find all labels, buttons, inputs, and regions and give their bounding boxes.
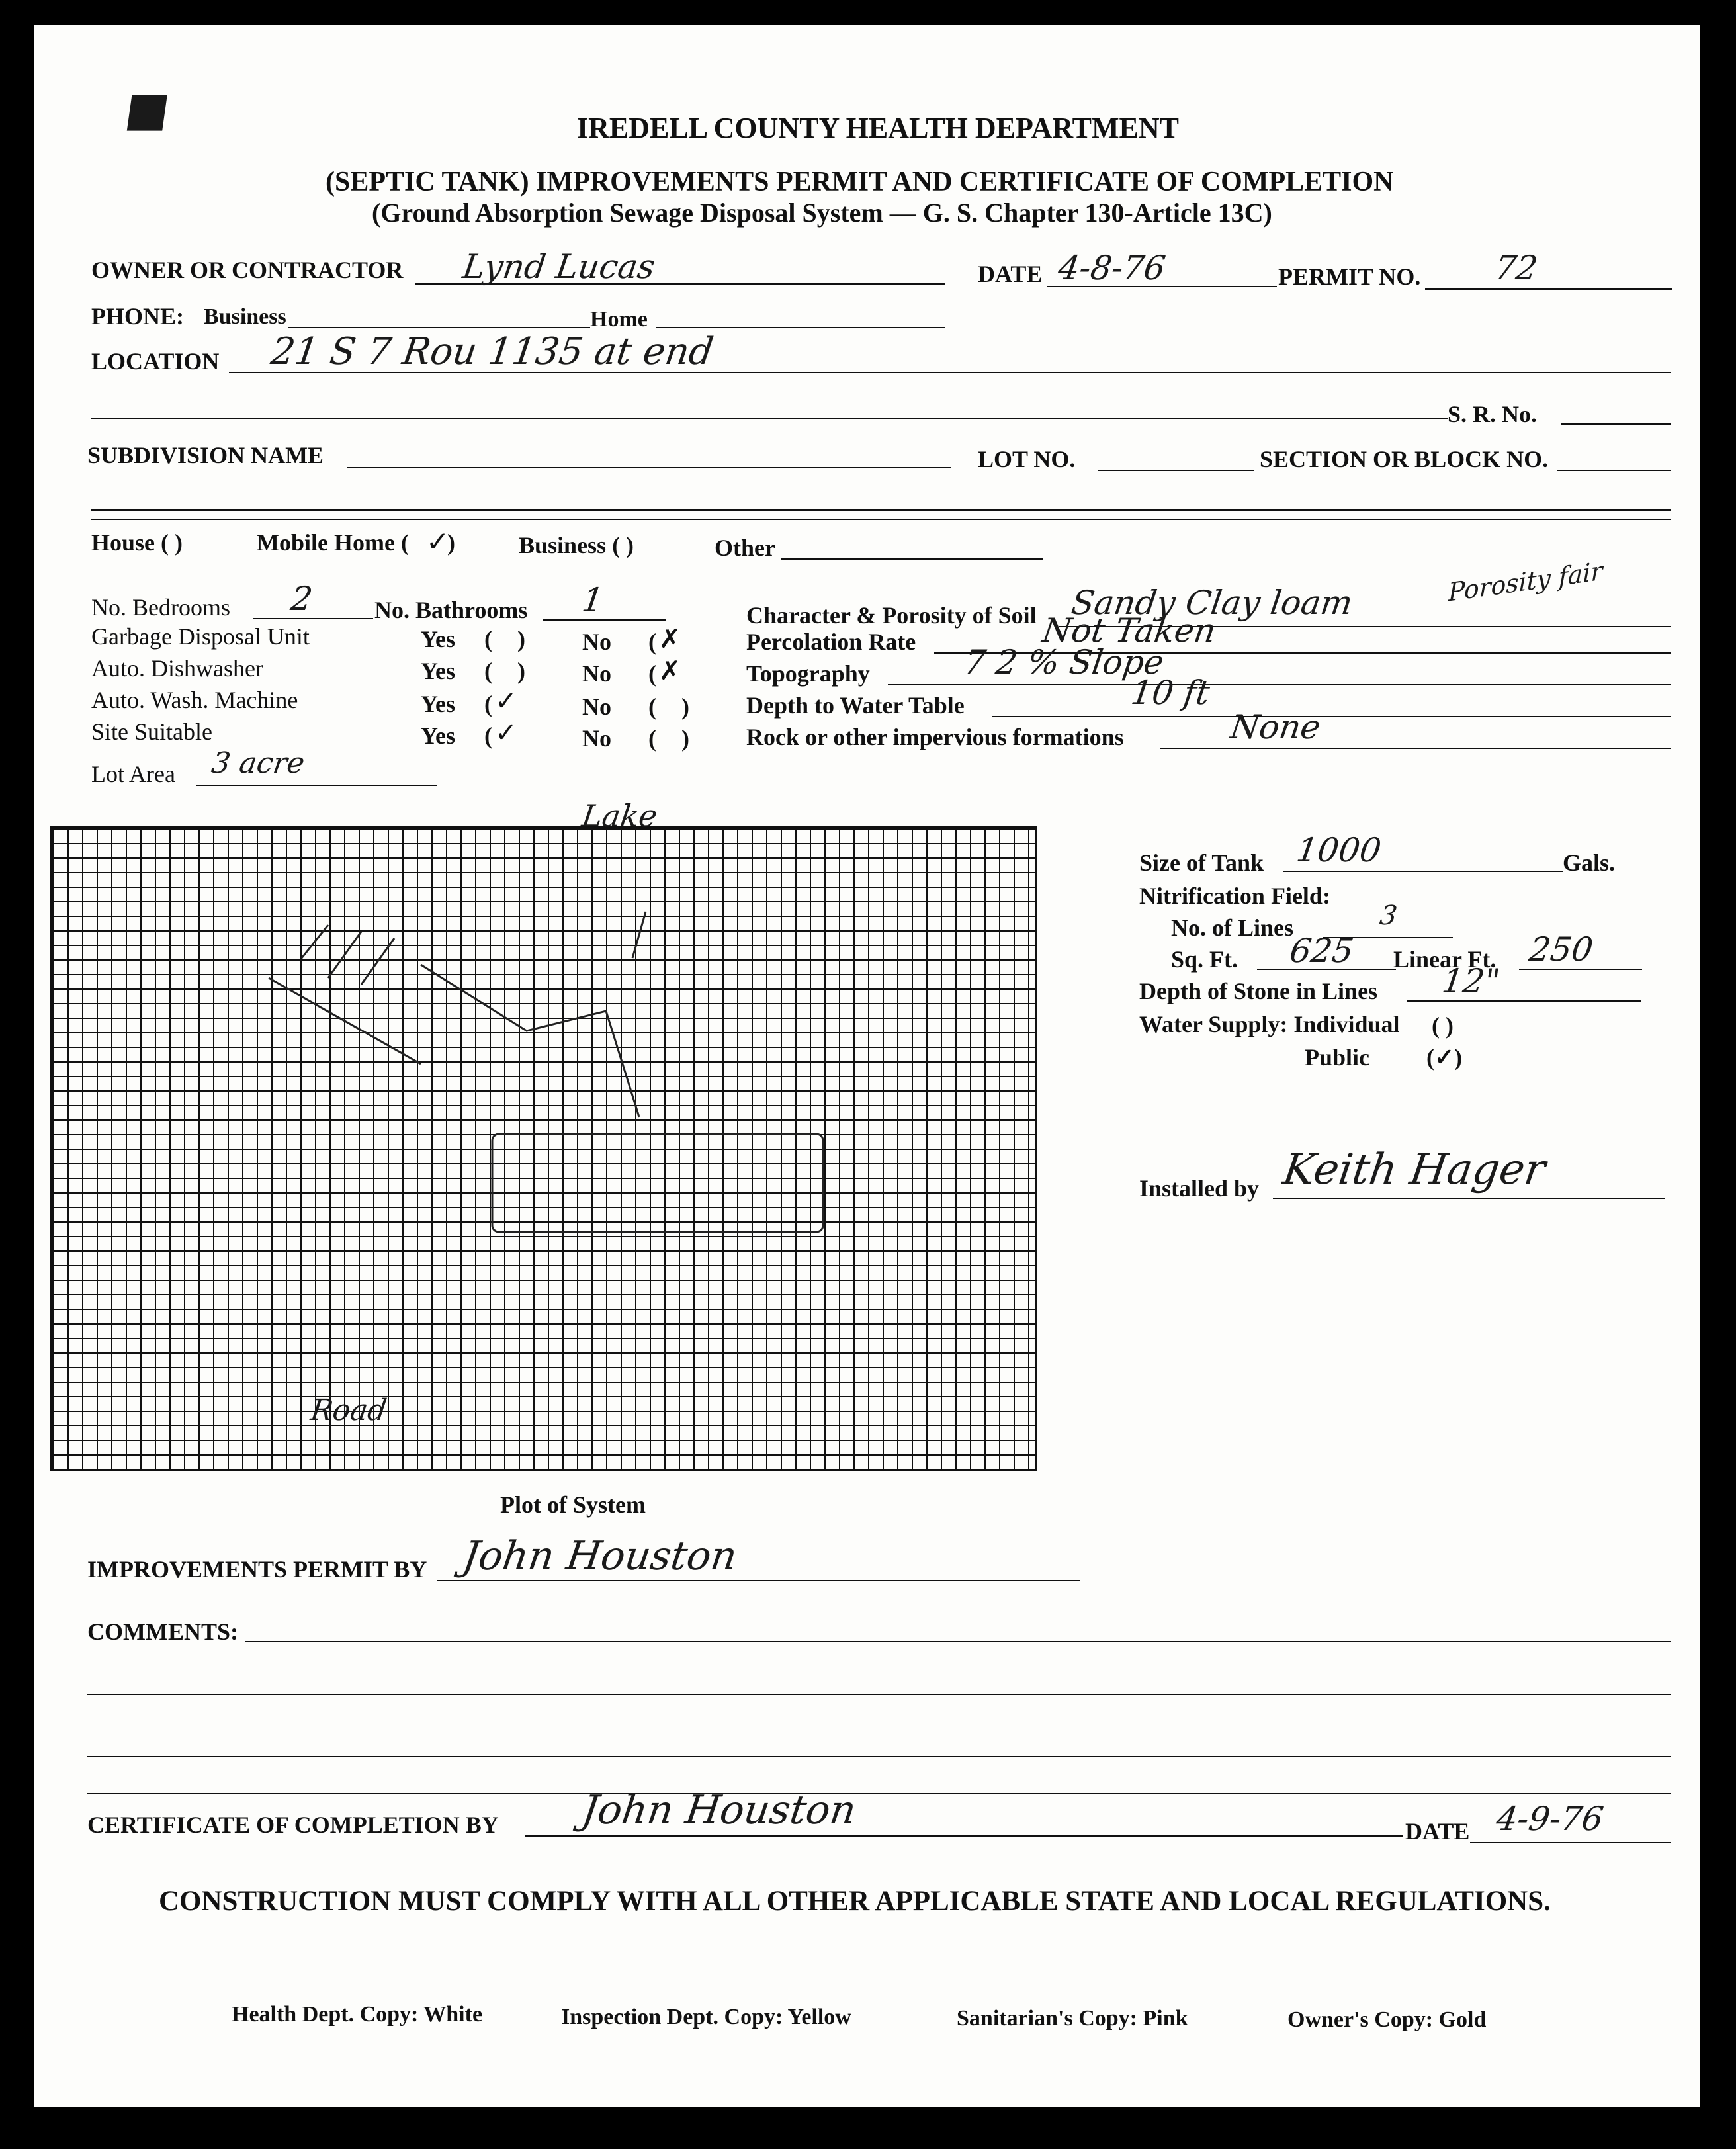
location-value[interactable]: 21 S 7 Rou 1135 at end [268,330,716,373]
section-label: SECTION OR BLOCK NO. [1260,446,1549,472]
individual-box[interactable]: ( ) [1432,1012,1454,1039]
stone-label: Depth of Stone in Lines [1139,978,1378,1004]
dishwasher-yes-open: ( [484,658,492,684]
soil-character-value[interactable]: Sandy Clay loam [1068,584,1356,622]
tank-size-value[interactable]: 1000 [1293,831,1384,869]
dishwasher-no[interactable]: No [582,660,611,687]
garbage-no[interactable]: No [582,629,611,655]
lake-note: Lake [580,798,660,834]
location-label: LOCATION [91,348,220,374]
form-subtitle: (Ground Absorption Sewage Disposal System — G. S. Chapter 130-Article 13C) [372,198,1272,228]
dishwasher-yes[interactable]: Yes [421,658,455,684]
stone-line [1407,1000,1641,1002]
lot-area-value[interactable]: 3 acre [209,746,307,780]
topography-value[interactable]: 7 2 % Slope [961,643,1166,681]
comments-label: COMMENTS: [87,1618,238,1645]
house-outline [492,1134,823,1232]
certificate-label: CERTIFICATE OF COMPLETION BY [87,1812,499,1838]
dishwasher-no-check[interactable]: ✗ [659,656,681,686]
agency-name: IREDELL COUNTY HEALTH DEPARTMENT [577,112,1179,144]
public-label: Public [1305,1044,1370,1071]
bathrooms-label: No. Bathrooms [374,597,528,623]
subdivision-line[interactable] [347,467,951,468]
site-yes-check[interactable]: ✓ [495,718,517,748]
stone-value[interactable]: 12" [1439,962,1502,1000]
form-title: (SEPTIC TANK) IMPROVEMENTS PERMIT AND CERTIFICATE OF COMPLETION [326,167,1394,197]
phone-business-line[interactable] [288,327,590,328]
certificate-date-label: DATE [1405,1818,1470,1845]
business-option[interactable]: Business ( ) [519,532,634,558]
other-label: Other [715,535,775,561]
separator-line [91,509,1671,511]
section-line[interactable] [1557,470,1671,471]
compliance-notice: CONSTRUCTION MUST COMPLY WITH ALL OTHER APPLICABLE STATE AND LOCAL REGULATIONS. [159,1886,1551,1917]
plot-sketch [50,826,1037,1471]
comments-line-3[interactable] [87,1756,1671,1757]
lot-area-label: Lot Area [91,761,175,787]
tank-size-label: Size of Tank [1139,850,1264,876]
nitrification-label: Nitrification Field: [1139,883,1330,909]
phone-home-line[interactable] [656,327,945,328]
separator-line-2 [91,519,1671,520]
linear-label: Linear Ft. [1393,946,1497,973]
site-yes[interactable]: Yes [421,723,455,749]
public-box[interactable]: (✓) [1426,1044,1463,1071]
mobile-home-check[interactable]: ✓ [426,525,450,558]
bedrooms-line [253,618,373,619]
washer-label: Auto. Wash. Machine [91,687,298,713]
drain-line [421,965,639,1117]
perc-rate-label: Percolation Rate [746,629,916,655]
topography-line [888,684,1671,685]
installed-line [1273,1198,1665,1199]
owner-label: OWNER OR CONTRACTOR [91,257,404,283]
comments-line-4[interactable] [87,1793,1671,1794]
site-no-open: ( [648,725,656,752]
lot-no-line[interactable] [1098,470,1254,471]
washer-no-close: ) [681,693,689,720]
dishwasher-no-open: ( [648,660,656,687]
porosity-note: Porosity fair [1448,556,1603,607]
garbage-yes[interactable]: Yes [421,626,455,652]
garbage-yes-close: ) [517,626,525,652]
sqft-label: Sq. Ft. [1171,946,1238,973]
linear-line [1519,969,1642,970]
owner-value[interactable]: Lynd Lucas [460,247,658,286]
improvements-line [437,1580,1080,1581]
dishwasher-label: Auto. Dishwasher [91,655,263,681]
linear-value[interactable]: 250 [1526,930,1596,969]
bedrooms-label: No. Bedrooms [91,594,230,621]
date-label: DATE [978,261,1043,287]
tank-line [632,912,646,958]
phone-label: PHONE: [91,303,184,329]
bathrooms-line [542,619,666,621]
improvements-signature[interactable]: John Houston [460,1533,740,1579]
subdivision-label: SUBDIVISION NAME [87,442,324,468]
copy-sanitarian: Sanitarian's Copy: Pink [957,2006,1188,2031]
washer-yes[interactable]: Yes [421,691,455,717]
road-note: Road [308,1393,389,1427]
garbage-no-check[interactable]: ✗ [659,624,681,654]
bathrooms-value[interactable]: 1 [579,581,606,619]
certificate-line [525,1835,1403,1837]
washer-yes-check[interactable]: ✓ [495,686,517,717]
dishwasher-yes-close: ) [517,658,525,684]
location-line-2 [91,418,1448,419]
gals-label: Gals. [1563,850,1616,876]
lot-no-label: LOT NO. [978,446,1076,472]
water-table-label: Depth to Water Table [746,692,965,719]
topography-label: Topography [746,660,870,687]
house-option[interactable]: House ( ) [91,529,183,556]
rock-line [1160,748,1671,749]
washer-no-open: ( [648,693,656,720]
sqft-value[interactable]: 625 [1287,932,1356,970]
site-no[interactable]: No [582,725,611,752]
site-yes-open: ( [484,723,492,749]
washer-yes-open: ( [484,691,492,717]
lines-label: No. of Lines [1171,914,1294,941]
certificate-date-line [1470,1842,1671,1843]
water-table-value[interactable]: 10 ft [1128,674,1213,712]
site-no-close: ) [681,725,689,752]
washer-no[interactable]: No [582,693,611,720]
garbage-label: Garbage Disposal Unit [91,623,310,650]
copy-owner: Owner's Copy: Gold [1287,2007,1487,2032]
rock-label: Rock or other impervious formations [746,724,1124,750]
lot-area-line [196,785,437,786]
improvements-label: IMPROVEMENTS PERMIT BY [87,1556,427,1583]
mobile-home-close: ) [447,529,455,556]
soil-character-label: Character & Porosity of Soil [746,602,1037,629]
permit-label: PERMIT NO. [1278,263,1421,290]
perc-rate-value[interactable]: Not Taken [1039,611,1219,650]
sr-line[interactable] [1561,423,1671,425]
corner-mark: ■ [122,82,173,136]
lines-value[interactable]: 3 [1377,900,1399,931]
date-value[interactable]: 4-8-76 [1055,249,1168,287]
other-line[interactable] [781,558,1043,560]
installed-label: Installed by [1139,1175,1260,1202]
certificate-signature[interactable]: John Houston [579,1787,859,1833]
certificate-date-value[interactable]: 4-9-76 [1493,1800,1606,1838]
plot-caption: Plot of System [500,1491,646,1518]
rock-value[interactable]: None [1227,708,1323,746]
phone-home-label: Home [590,307,648,331]
field-lines [269,925,421,1064]
tank-size-line [1283,871,1563,872]
mobile-home-option[interactable]: Mobile Home ( [257,529,409,556]
copy-health: Health Dept. Copy: White [232,2002,483,2027]
permit-value[interactable]: 72 [1492,249,1540,287]
permit-line [1425,288,1672,290]
site-label: Site Suitable [91,719,212,745]
garbage-yes-open: ( [484,626,492,652]
installed-signature[interactable]: Keith Hager [1280,1145,1549,1194]
water-supply-label: Water Supply: Individual [1139,1011,1400,1037]
copy-inspection: Inspection Dept. Copy: Yellow [561,2005,851,2029]
sr-label: S. R. No. [1448,401,1538,427]
phone-business-label: Business [204,304,286,329]
comments-line-1[interactable] [245,1641,1671,1642]
water-table-line [992,716,1671,717]
comments-line-2[interactable] [87,1694,1671,1695]
garbage-no-open: ( [648,629,656,655]
bedrooms-value[interactable]: 2 [288,580,315,618]
